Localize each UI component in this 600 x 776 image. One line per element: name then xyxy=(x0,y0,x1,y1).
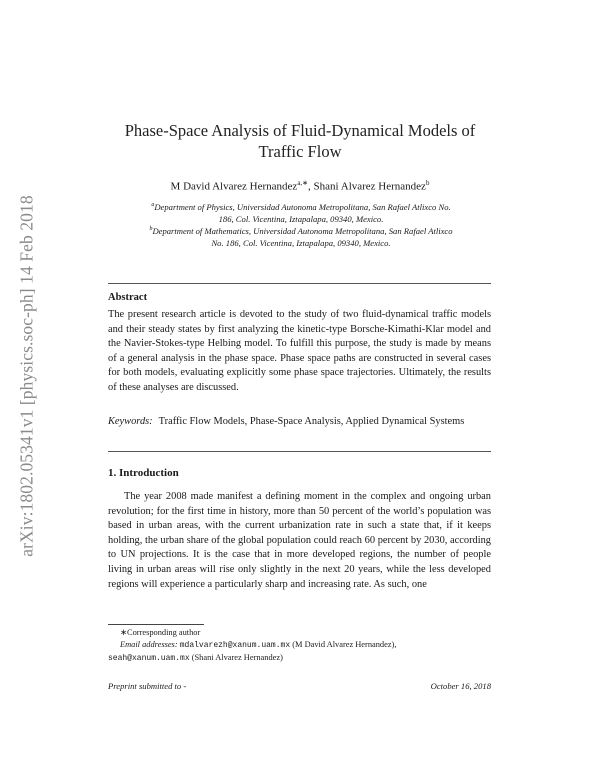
affiliation-a xyxy=(136,199,466,225)
affiliation-b-line-1: Department of Mathematics, Universidad Autonoma Metropolitana, San Rafael Atlixco xyxy=(152,225,453,236)
author-2-marks: b xyxy=(425,179,430,187)
email-link-1[interactable]: mdalvarezh@xanum.uam.mx xyxy=(179,640,291,650)
affiliation-a-line-2: 186, Col. Vicentina, Iztapalapa, 09340, Mexico. xyxy=(218,213,384,224)
title-line-1: Phase-Space Analysis of Fluid-Dynamical Models of xyxy=(124,121,476,140)
footnote-emails xyxy=(108,639,491,652)
abstract-text: The present research article is devoted to the study of two fluid-dynamical traffic models and their steady states by first analyzing the kinetic-type Borsche-Kimathi-Klar model and the Navier-Stokes-type Helbing model. To fulfill this purpose, the study is made by means of a general analysis in the phase space. Phase space paths are constructed in several cases for both models, evaluating explicitly some phase space trajectories. Ultimately, the results of these analyses are discussed. xyxy=(108,309,491,393)
affiliation-b xyxy=(136,223,466,249)
affiliation-a-line-1: Department of Physics, Universidad Autonoma Metropolitana, San Rafael Atlixco No. xyxy=(154,201,451,212)
footnote-rule xyxy=(108,624,204,625)
title-line-2: Traffic Flow xyxy=(258,142,342,161)
email-2-name: (Shani Alvarez Hernandez) xyxy=(191,652,283,662)
email-1-name: (M David Alvarez Hernandez), xyxy=(292,639,397,649)
paper-title xyxy=(100,120,500,162)
introduction-paragraph: The year 2008 made manifest a defining moment in the complex and ongoing urban revolution; for the first time in history, more than 50 percent of the world’s population was based in urban areas, with the current urbanization rate in such a state that, if it keeps holding, the urban share of the global population could reach 60 percent by 2030, according to UN projections. It is the case that in more developed regions, the number of people living in urban areas will rise only slightly in the next 20 years, while the less developed regions will experience a particularly sharp and increasing rate. As such, one xyxy=(108,491,491,590)
author-1-marks: a,∗ xyxy=(297,179,309,187)
abstract-bottom-rule xyxy=(108,451,491,452)
author-1: M David Alvarez Hernandez xyxy=(170,180,298,193)
footnotes xyxy=(108,627,491,664)
keywords-label: Keywords: xyxy=(108,416,153,427)
affiliation-b-mark: b xyxy=(149,226,153,232)
affiliation-a-mark: a xyxy=(151,202,155,208)
footer-date: October 16, 2018 xyxy=(430,681,491,691)
author-list xyxy=(100,179,500,193)
section-heading-introduction: 1. Introduction xyxy=(108,467,179,479)
author-2: Shani Alvarez Hernandez xyxy=(313,180,426,193)
abstract-heading: Abstract xyxy=(108,292,148,303)
arxiv-identifier-sidebar xyxy=(16,156,38,596)
keywords-list: Traffic Flow Models, Phase-Space Analysis, Applied Dynamical Systems xyxy=(158,416,465,427)
introduction-body xyxy=(108,490,491,592)
author-separator: , xyxy=(308,180,314,193)
footnote-corresponding: ∗Corresponding author xyxy=(120,628,201,637)
footnote-emails-continued xyxy=(108,652,491,665)
email-label: Email addresses: xyxy=(120,639,178,649)
abstract-top-rule xyxy=(108,283,491,284)
preprint-note: Preprint submitted to - xyxy=(108,681,187,691)
arxiv-identifier: arXiv:1802.05341v1 [physics.soc-ph] 14 Feb 2018 xyxy=(16,195,37,557)
keywords xyxy=(108,415,491,430)
affiliation-b-line-2: No. 186, Col. Vicentina, Iztapalapa, 09340, Mexico. xyxy=(211,237,391,248)
email-link-2[interactable]: seah@xanum.uam.mx xyxy=(108,653,190,663)
